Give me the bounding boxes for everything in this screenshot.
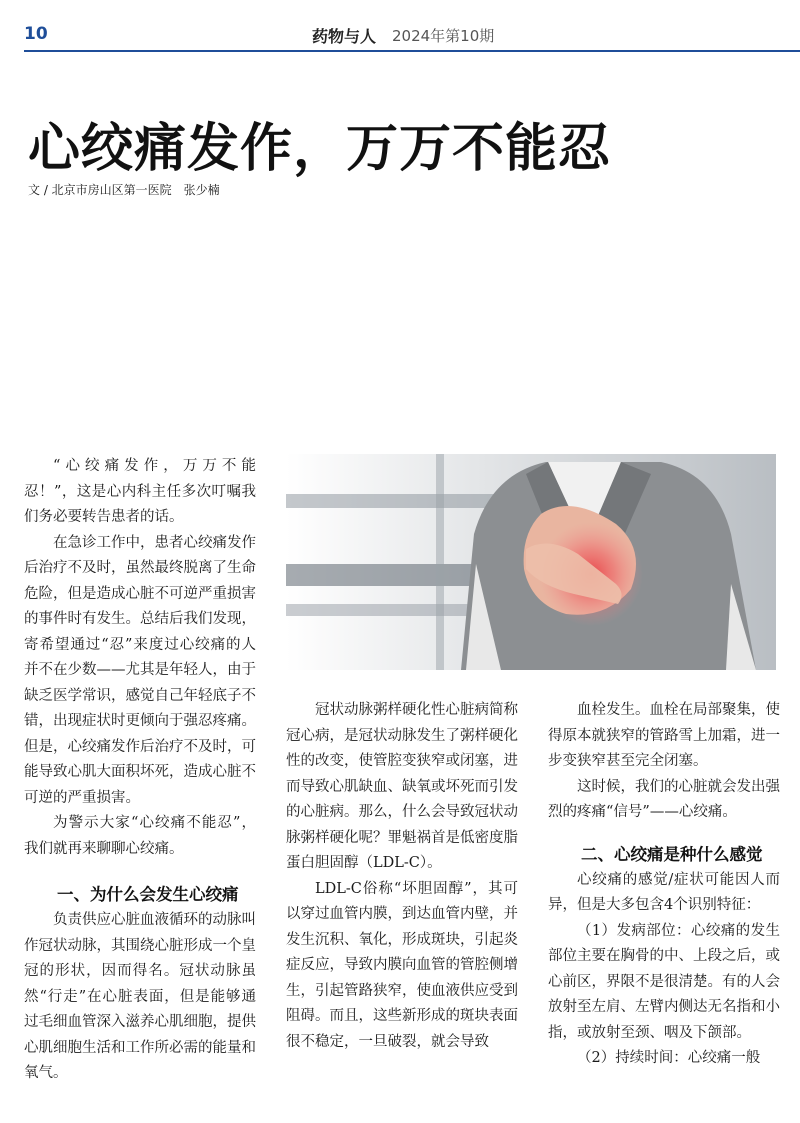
text-column-2 [286,698,518,1055]
issue-label: 2024年第10期 [392,27,495,45]
magazine-name: 药物与人 [312,27,377,46]
chest-pain-photo [286,454,776,670]
text-column-1 [24,454,256,1087]
page-header [0,0,800,50]
paragraph: 为警示大家“心绞痛不能忍”，我们就再来聊聊心绞痛。 [24,815,256,857]
article-byline: 文 / 北京市房山区第一医院 张少楠 [28,183,220,197]
article-title: 心绞痛发作，万万不能忍 [28,119,612,179]
paragraph: （2）持续时间：心绞痛一般 [577,1050,761,1066]
paragraph: “心绞痛发作，万万不能忍！”，这是心内科主任多次叮嘱我们务必要转告患者的话。 [24,458,256,525]
paragraph: 冠状动脉粥样硬化性心脏病简称冠心病，是冠状动脉发生了粥样硬化性的改变，使管腔变狭窄或闭塞，进而导致心肌缺血、缺氧或坏死而引发的心脏病。那么，什么会导致冠状动脉粥样硬化呢？罪魁祸首是低密度脂蛋白胆固醇（LDL-C）。 [286,702,518,871]
paragraph: 负责供应心脏血液循环的动脉叫作冠状动脉，其围绕心脏形成一个皇冠的形状，因而得名。冠状动脉虽然“行走”在心脏表面，但是能够通过毛细血管深入滋养心肌细胞，提供心肌细胞生活和工作所必需的能量和氧气。 [24,912,256,1081]
paragraph: 在急诊工作中，患者心绞痛发作后治疗不及时，虽然最终脱离了生命危险，但是造成心脏不可逆严重损害的事件时有发生。总结后我们发现，寄希望通过“忍”来度过心绞痛的人并不在少数——尤其是年轻人，由于缺乏医学常识，感觉自己年轻底子不错，出现症状时更倾向于强忍疼痛。但是，心绞痛发作后治疗不及时，可能导致心肌大面积坏死，造成心脏不可逆的严重损害。 [24,534,256,806]
text-column-3 [548,698,780,1072]
paragraph: LDL-C俗称“坏胆固醇”，其可以穿过血管内膜，到达血管内壁，并发生沉积、氧化，形成斑块，引起炎症反应，导致内膜向血管的管腔侧增生，引起管路狭窄，使血液供应受到阻碍。而且，这些新形成的斑块表面很不稳定，一旦破裂，就会导致 [286,880,518,1050]
paragraph: 心绞痛的感觉/症状可能因人而异，但是大多包含4个识别特征： [548,871,780,913]
header-rule [24,50,800,52]
paragraph: 这时候，我们的心脏就会发出强烈的疼痛“信号”——心绞痛。 [548,778,780,820]
paragraph: （1）发病部位：心绞痛的发生部位主要在胸骨的中、上段之后，或心前区，界限不是很清楚。有的人会放射至左肩、左臂内侧达无名指和小指，或放射至颈、咽及下颌部。 [548,922,780,1041]
section-heading-2: 二、心绞痛是种什么感觉 [581,844,763,864]
paragraph: 血栓发生。血栓在局部聚集，使得原本就狭窄的管路雪上加霜，进一步变狭窄甚至完全闭塞。 [548,702,780,769]
section-heading-1: 一、为什么会发生心绞痛 [57,885,239,904]
page-number: 10 [24,24,48,44]
